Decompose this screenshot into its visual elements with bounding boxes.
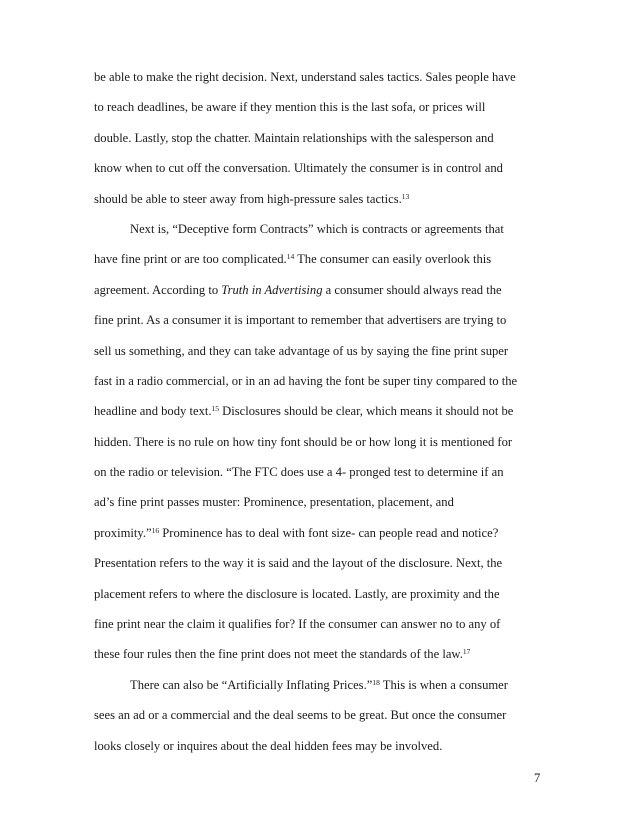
text-line [94, 487, 548, 517]
text-line [94, 700, 548, 730]
text-run: know when to cut off the conversation. Ultimately the consumer is in control and [94, 161, 503, 176]
text-line [94, 427, 548, 457]
text-line [94, 214, 548, 244]
text-run: a consumer should always read the [322, 282, 502, 297]
italic-title: Truth in Advertising [221, 282, 323, 297]
footnote-ref: 18 [372, 677, 380, 687]
text-run: Presentation refers to the way it is said and the layout of the disclosure. Next, the [94, 556, 503, 571]
text-run: hidden. There is no rule on how tiny font should be or how long it is mentioned for [94, 434, 513, 449]
text-run: to reach deadlines, be aware if they mention this is the last sofa, or prices will [94, 100, 486, 115]
text-run: There can also be “Artificially Inflating Prices.” [130, 677, 373, 692]
footnote-ref: 13 [401, 191, 410, 201]
text-line [94, 184, 548, 214]
text-run: double. Lastly, stop the chatter. Maintain relationships with the salesperson and [94, 130, 494, 145]
text-run: looks closely or inquires about the deal hidden fees may be involved. [94, 738, 443, 753]
text-run: agreement. According to [94, 282, 222, 297]
text-line [94, 548, 548, 578]
footnote-ref: 17 [462, 647, 471, 657]
text-line [94, 92, 548, 122]
footnote-ref: 15 [211, 404, 220, 414]
text-line [94, 670, 548, 700]
text-run: on the radio or television. “The FTC does use a 4- pronged test to determine if an [94, 465, 504, 480]
text-run: have fine print or are too complicated. [94, 252, 287, 267]
text-line [94, 305, 548, 335]
text-run: Next is, “Deceptive form Contracts” which is contracts or agreements that [130, 221, 504, 236]
text-run: Disclosures should be clear, which means it should not be [219, 404, 514, 419]
text-run: placement refers to where the disclosure is located. Lastly, are proximity and the [94, 586, 500, 601]
page-number: 7 [534, 771, 541, 785]
text-line [94, 62, 548, 92]
text-line [94, 396, 548, 426]
text-line [94, 731, 548, 761]
text-run: sell us something, and they can take advantage of us by saying the fine print super [94, 343, 509, 358]
text-line [94, 457, 548, 487]
footnote-ref: 16 [151, 525, 160, 535]
text-run: these four rules then the fine print does not meet the standards of the law. [94, 647, 463, 662]
text-run: sees an ad or a commercial and the deal seems to be great. But once the consumer [94, 708, 507, 723]
text-line [94, 275, 548, 305]
text-run: fine print. As a consumer it is important to remember that advertisers are trying to [94, 313, 507, 328]
text-line [94, 366, 548, 396]
text-run: The consumer can easily overlook this [294, 252, 492, 267]
text-line [94, 639, 548, 669]
text-line [94, 336, 548, 366]
text-line [94, 609, 548, 639]
text-run: Prominence has to deal with font size- can people read and notice? [159, 525, 499, 540]
footnote-ref: 14 [286, 252, 295, 262]
text-run: fast in a radio commercial, or in an ad having the font be super tiny compared to the [94, 373, 518, 388]
text-run: be able to make the right decision. Next, understand sales tactics. Sales people have [94, 70, 516, 84]
text-run: fine print near the claim it qualifies for? If the consumer can answer no to any of [94, 617, 501, 632]
text-line [94, 123, 548, 153]
text-line [94, 579, 548, 609]
text-run: ad’s fine print passes muster: Prominence, presentation, placement, and [94, 495, 454, 510]
text-line [94, 518, 548, 548]
body-text [94, 62, 548, 761]
text-run: proximity.” [94, 525, 152, 540]
text-line [94, 153, 548, 183]
text-run: headline and body text. [94, 404, 212, 419]
text-line [94, 244, 548, 274]
text-run: should be able to steer away from high-pressure sales tactics. [94, 191, 402, 206]
text-run: This is when a consumer [379, 677, 508, 692]
